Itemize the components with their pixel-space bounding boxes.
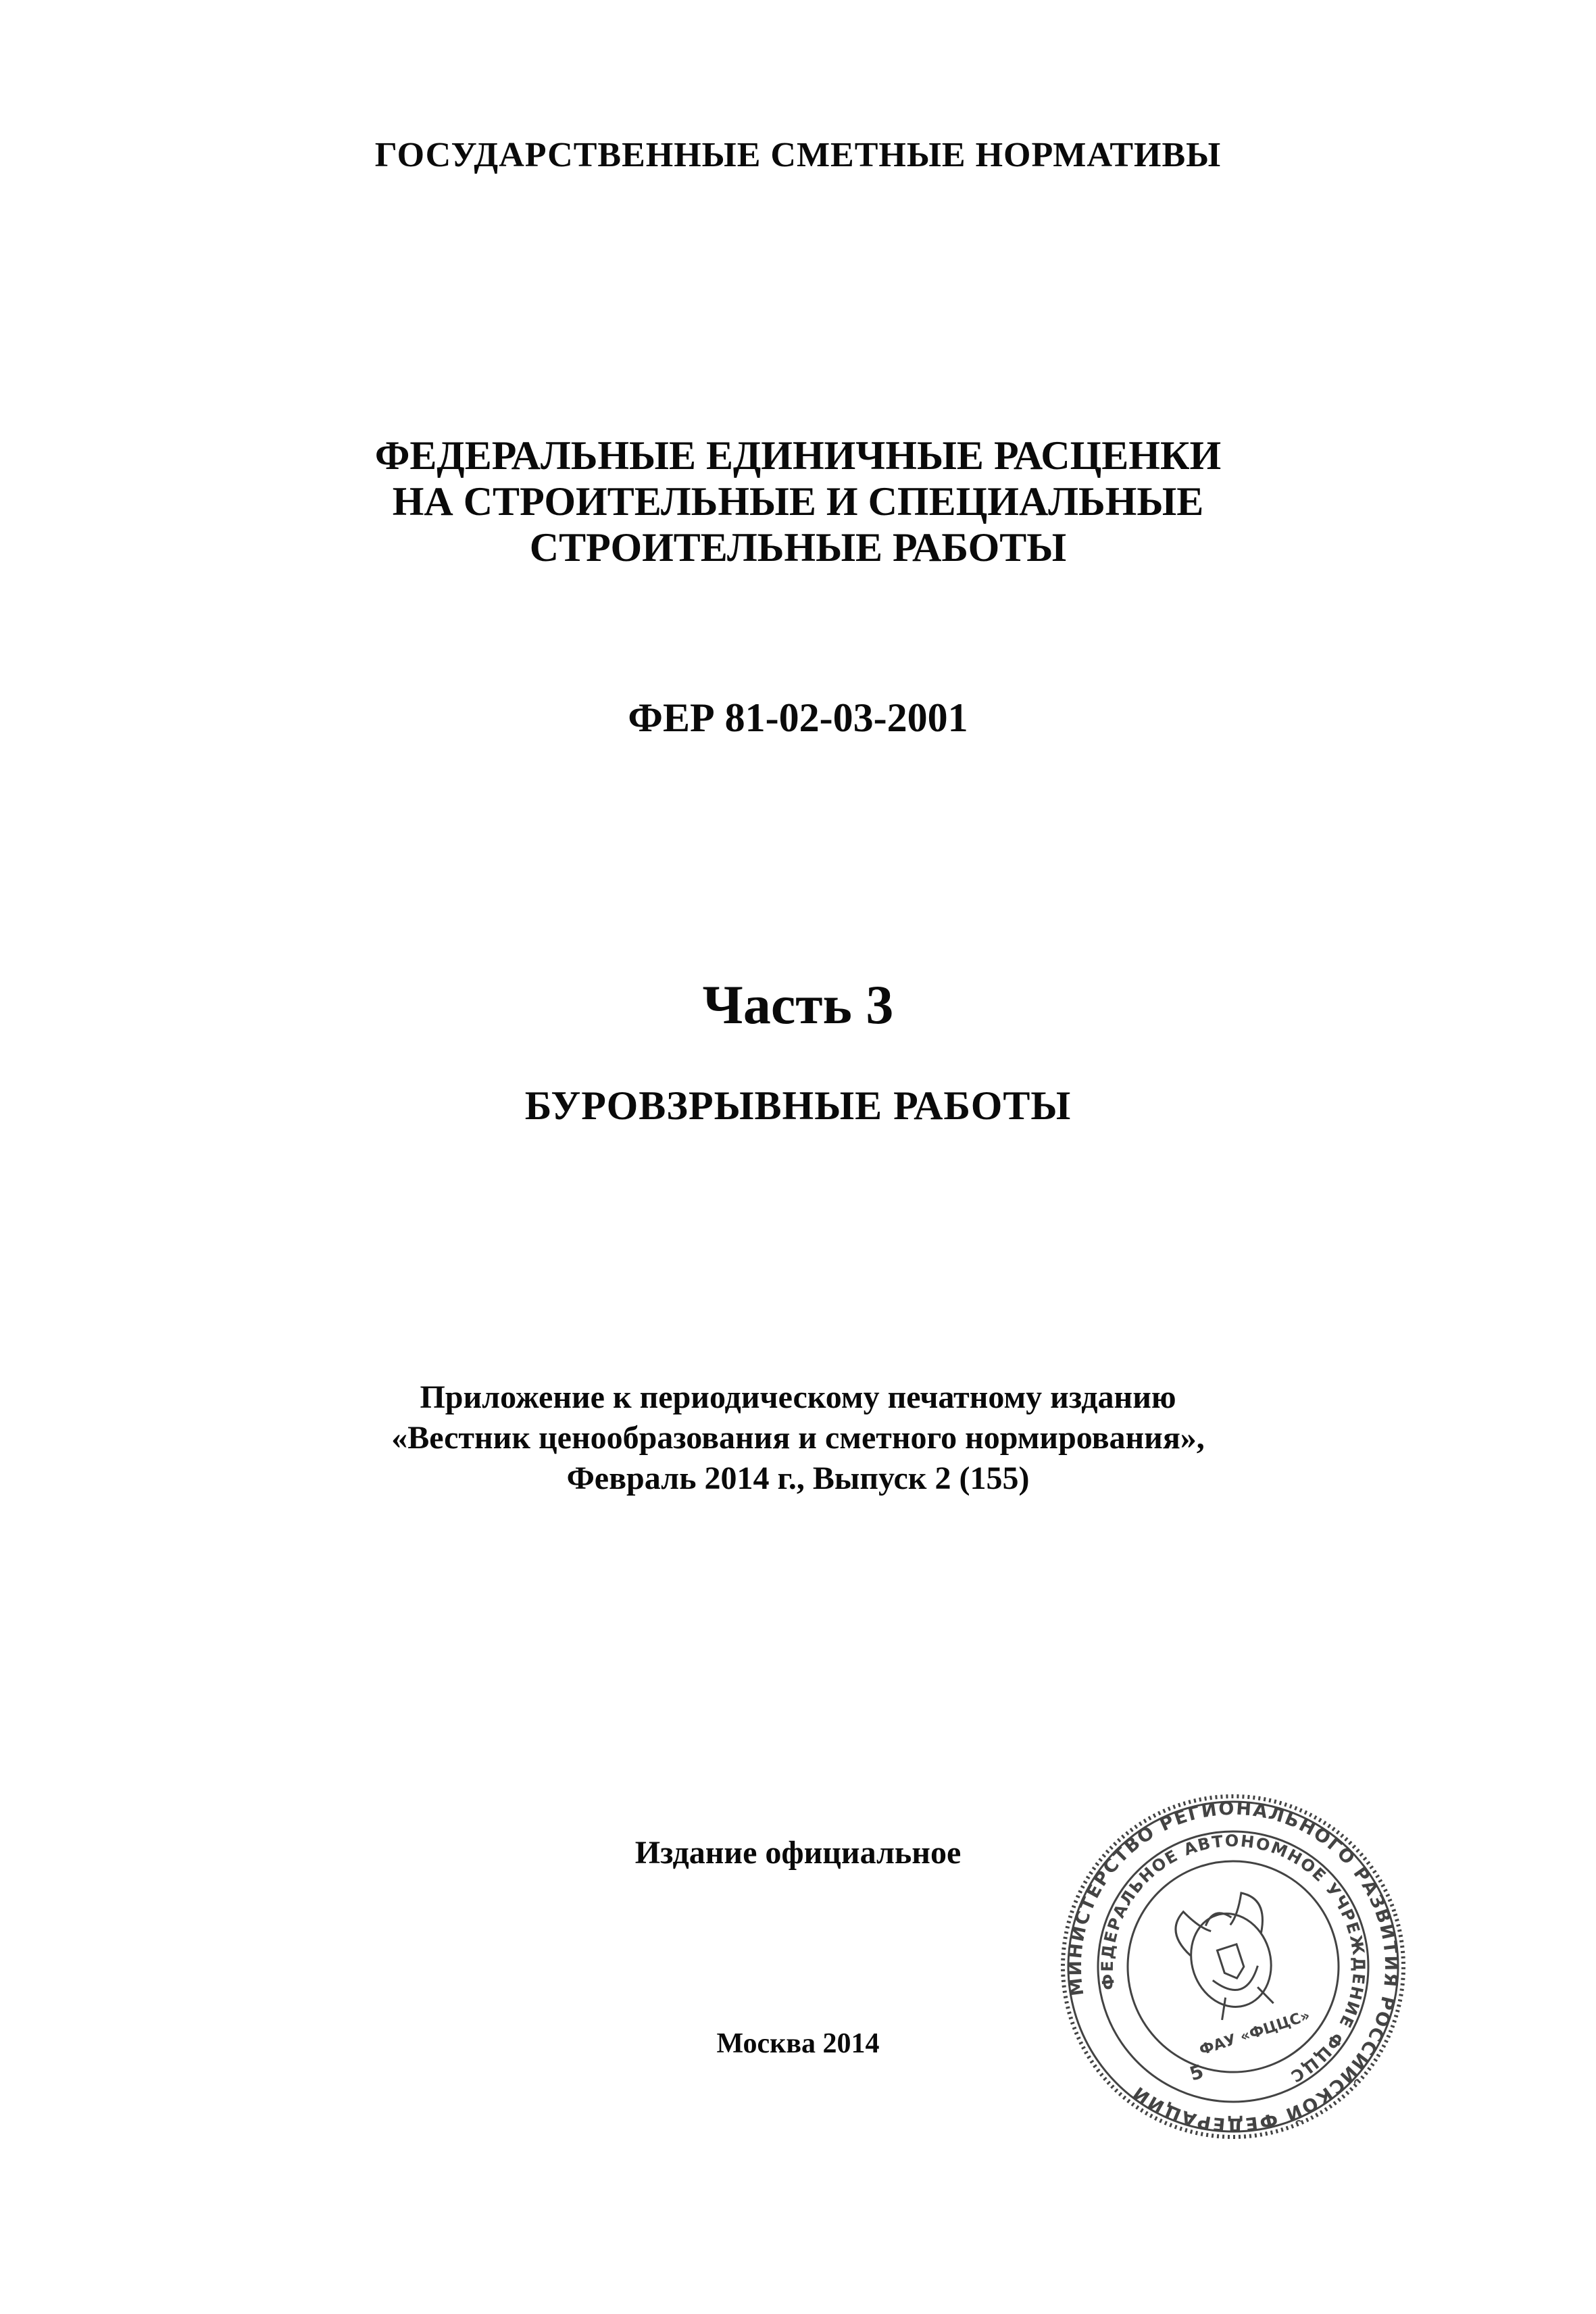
appendix-line-3: Февраль 2014 г., Выпуск 2 (155) xyxy=(566,1460,1030,1496)
stamp-inner-ring-path: ФЕДЕРАЛЬНОЕ АВТОНОМНОЕ УЧРЕЖДЕНИЕ ФЦЦС xyxy=(1097,1831,1369,2087)
appendix-note xyxy=(0,1377,1596,1499)
official-stamp xyxy=(1057,1791,1409,2142)
appendix-line-2: «Вестник ценообразования и сметного нормирования», xyxy=(391,1420,1205,1456)
document-header: ГОСУДАРСТВЕННЫЕ СМЕТНЫЕ НОРМАТИВЫ xyxy=(374,136,1222,174)
part-number: Часть 3 xyxy=(702,974,894,1035)
appendix-line-1: Приложение к периодическому печатному изданию xyxy=(420,1379,1176,1415)
edition-label: Издание официальное xyxy=(634,1835,962,1871)
city-year: Москва 2014 xyxy=(716,2028,880,2059)
stamp-number: 5 xyxy=(1187,2060,1207,2086)
section-title: БУРОВЗРЫВНЫЕ РАБОТЫ xyxy=(524,1083,1072,1128)
eagle-emblem-icon xyxy=(1170,1889,1290,2025)
document-code: ФЕР 81-02-03-2001 xyxy=(628,695,968,740)
stamp-center-text: ФАУ «ФЦЦС» xyxy=(1197,2007,1313,2059)
document-title xyxy=(0,433,1596,570)
title-line-2: НА СТРОИТЕЛЬНЫЕ И СПЕЦИАЛЬНЫЕ xyxy=(392,479,1204,524)
stamp-outer-ring-text: МИНИСТЕРСТВО РЕГИОНАЛЬНОГО РАЗВИТИЯ РОССИЙСКОЙ ФЕДЕРАЦИИ xyxy=(1064,1798,1402,2136)
title-line-1: ФЕДЕРАЛЬНЫЕ ЕДИНИЧНЫЕ РАСЦЕНКИ xyxy=(374,433,1222,478)
title-line-3: СТРОИТЕЛЬНЫЕ РАБОТЫ xyxy=(529,525,1067,570)
